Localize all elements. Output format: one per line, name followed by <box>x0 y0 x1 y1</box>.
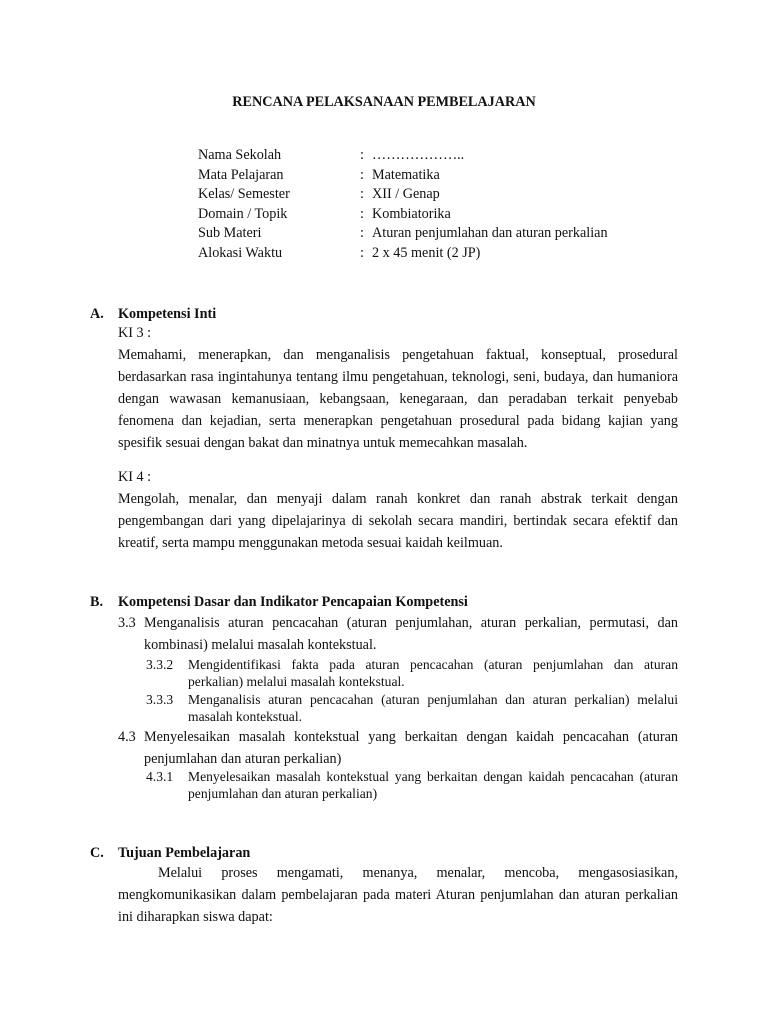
item-text: Mengidentifikasi fakta pada aturan pencacahan (aturan penjumlahan dan aturan perkalian) melalui masalah kontekstual. <box>188 657 678 689</box>
info-value: Kombiatorika <box>372 205 451 222</box>
info-colon: : <box>360 244 364 261</box>
info-colon: : <box>360 186 364 202</box>
section-title: Tujuan Pembelajaran <box>118 845 251 861</box>
section-b-heading <box>90 592 468 612</box>
info-label: Domain / Topik <box>198 205 288 222</box>
kd-3-3 <box>118 612 678 656</box>
item-number: 4.3.1 <box>146 769 174 784</box>
indicator-4-3-1 <box>146 768 678 802</box>
info-value: Aturan penjumlahan dan aturan perkalian <box>372 225 608 241</box>
item-text: Menyelesaikan masalah kontekstual yang berkaitan dengan kaidah pencacahan (aturan penjumlahan dan aturan perkalian) <box>144 729 678 767</box>
section-letter: C. <box>90 845 104 861</box>
page-title: RENCANA PELAKSANAAN PEMBELAJARAN <box>232 94 536 110</box>
section-title: Kompetensi Dasar dan Indikator Pencapaian Kompetensi <box>118 594 468 610</box>
section-letter: A. <box>90 306 104 322</box>
section-letter: B. <box>90 594 104 610</box>
info-row-subject <box>198 166 608 186</box>
ki4-block <box>118 466 678 554</box>
item-number: 3.3.2 <box>146 657 174 672</box>
info-row-time <box>198 244 608 264</box>
info-colon: : <box>360 225 364 241</box>
info-row-submaterial <box>198 224 608 244</box>
info-label: Mata Pelajaran <box>198 166 284 183</box>
item-number: 4.3 <box>118 729 136 745</box>
indicator-3-3-2 <box>146 656 678 690</box>
objective-text: Melalui proses mengamati, menanya, menalar, mencoba, mengasosiasikan, mengkomunikasikan dalam pembelajaran pada materi Aturan penjumlahan dan aturan perkalian ini diharapkan siswa dapat: <box>118 865 678 925</box>
info-colon: : <box>360 147 364 163</box>
section-c-heading <box>90 843 250 863</box>
info-value: Matematika <box>372 166 440 183</box>
info-row-class <box>198 185 608 205</box>
info-label: Kelas/ Semester <box>198 186 290 202</box>
ki4-text: Mengolah, menalar, dan menyaji dalam ranah konkret dan ranah abstrak terkait dengan pengembangan dari yang dipelajarinya di sekolah secara mandiri, bertindak secara efektif dan kreatif, serta mampu menggunakan metoda sesuai kaidah keilmuan. <box>118 491 678 551</box>
item-text: Menganalisis aturan pencacahan (aturan penjumlahan dan aturan perkalian) melalui masalah kontekstual. <box>188 692 678 724</box>
section-a-heading <box>90 304 216 324</box>
section-title: Kompetensi Inti <box>118 306 217 322</box>
info-colon: : <box>360 166 364 183</box>
item-text: Menganalisis aturan pencacahan (aturan penjumlahan, aturan perkalian, permutasi, dan kombinasi) melalui masalah kontekstual. <box>144 615 678 653</box>
ki3-block <box>118 322 678 454</box>
ki3-label: KI 3 : <box>118 325 152 341</box>
info-label: Nama Sekolah <box>198 147 282 163</box>
item-text: Menyelesaikan masalah kontekstual yang berkaitan dengan kaidah pencacahan (aturan penjumlahan dan aturan perkalian) <box>188 769 678 801</box>
kd-4-3 <box>118 726 678 770</box>
info-label: Alokasi Waktu <box>198 244 283 261</box>
item-number: 3.3.3 <box>146 692 174 707</box>
item-number: 3.3 <box>118 615 136 631</box>
indicator-3-3-3 <box>146 691 678 725</box>
info-row-school <box>198 146 608 166</box>
ki4-label: KI 4 : <box>118 469 152 485</box>
objective-block <box>118 862 678 928</box>
info-value: ……………….. <box>372 147 465 163</box>
identity-table <box>198 146 608 263</box>
info-colon: : <box>360 205 364 222</box>
info-row-domain <box>198 205 608 225</box>
ki3-text: Memahami, menerapkan, dan menganalisis pengetahuan faktual, konseptual, prosedural berdasarkan rasa ingintahunya tentang ilmu pengetahuan, teknologi, seni, budaya, dan humaniora dengan wawasan kemanusiaan, kebangsaan, kenegaraan, dan peradaban terkait penyebab fenomena dan kejadian, serta menerapkan pengetahuan prosedural pada bidang kajian yang spesifik sesuai dengan bakat dan minatnya untuk memecahkan masalah. <box>118 347 678 451</box>
info-value: 2 x 45 menit (2 JP) <box>372 244 481 261</box>
info-label: Sub Materi <box>198 225 262 241</box>
info-value: XII / Genap <box>372 186 440 202</box>
